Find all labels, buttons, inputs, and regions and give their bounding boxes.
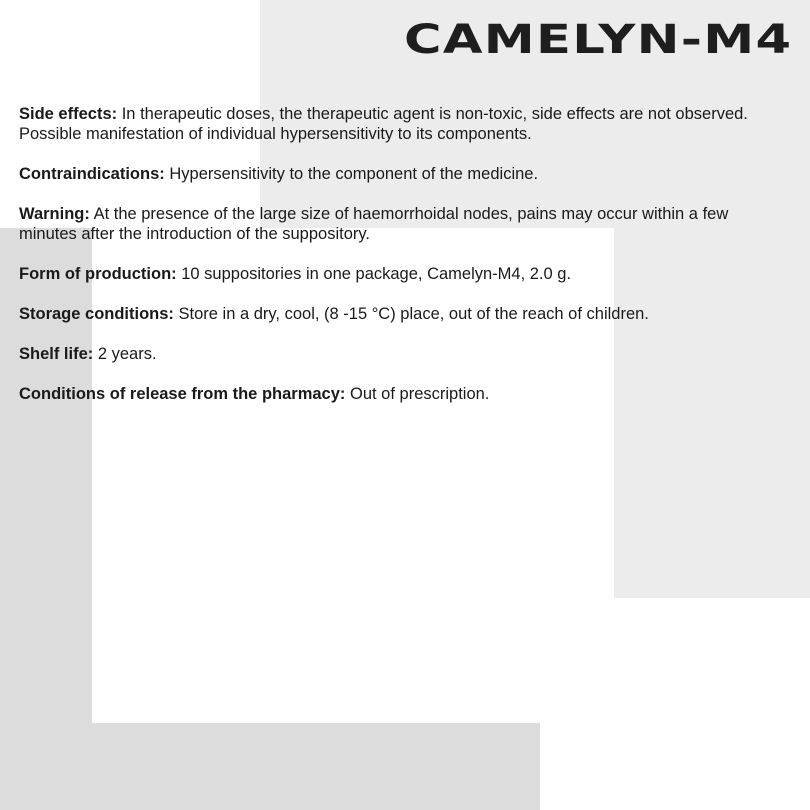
- section-release-conditions: [19, 384, 779, 404]
- section-storage-conditions: [19, 304, 779, 324]
- section-text: At the presence of the large size of haemorrhoidal nodes, pains may occur within a few minutes after the introduction of the suppository.: [19, 205, 729, 243]
- section-label: Warning:: [19, 205, 90, 223]
- product-title: CAMELYN-M4: [403, 17, 792, 63]
- section-text: In therapeutic doses, the therapeutic agent is non-toxic, side effects are not observed. Possible manifestation of individual hypersensitivity to its components.: [19, 105, 748, 143]
- section-contraindications: [19, 164, 779, 184]
- section-shelf-life: [19, 344, 779, 364]
- section-label: Contraindications:: [19, 165, 165, 183]
- section-text: Hypersensitivity to the component of the medicine.: [169, 165, 539, 183]
- section-text: Out of prescription.: [350, 385, 490, 403]
- section-side-effects: [19, 104, 779, 144]
- section-form-of-production: [19, 264, 779, 284]
- section-text: Store in a dry, cool, (8 -15 °C) place, out of the reach of children.: [178, 305, 649, 323]
- section-label: Shelf life:: [19, 345, 94, 363]
- background-block-bottom: [0, 723, 540, 810]
- section-warning: [19, 204, 779, 244]
- section-text: 10 suppositories in one package, Camelyn-M4, 2.0 g.: [181, 265, 572, 283]
- section-label: Side effects:: [19, 105, 118, 123]
- section-label: Form of production:: [19, 265, 177, 283]
- section-label: Storage conditions:: [19, 305, 174, 323]
- leaflet-content: [19, 104, 779, 424]
- section-label: Conditions of release from the pharmacy:: [19, 385, 346, 403]
- section-text: 2 years.: [97, 345, 157, 363]
